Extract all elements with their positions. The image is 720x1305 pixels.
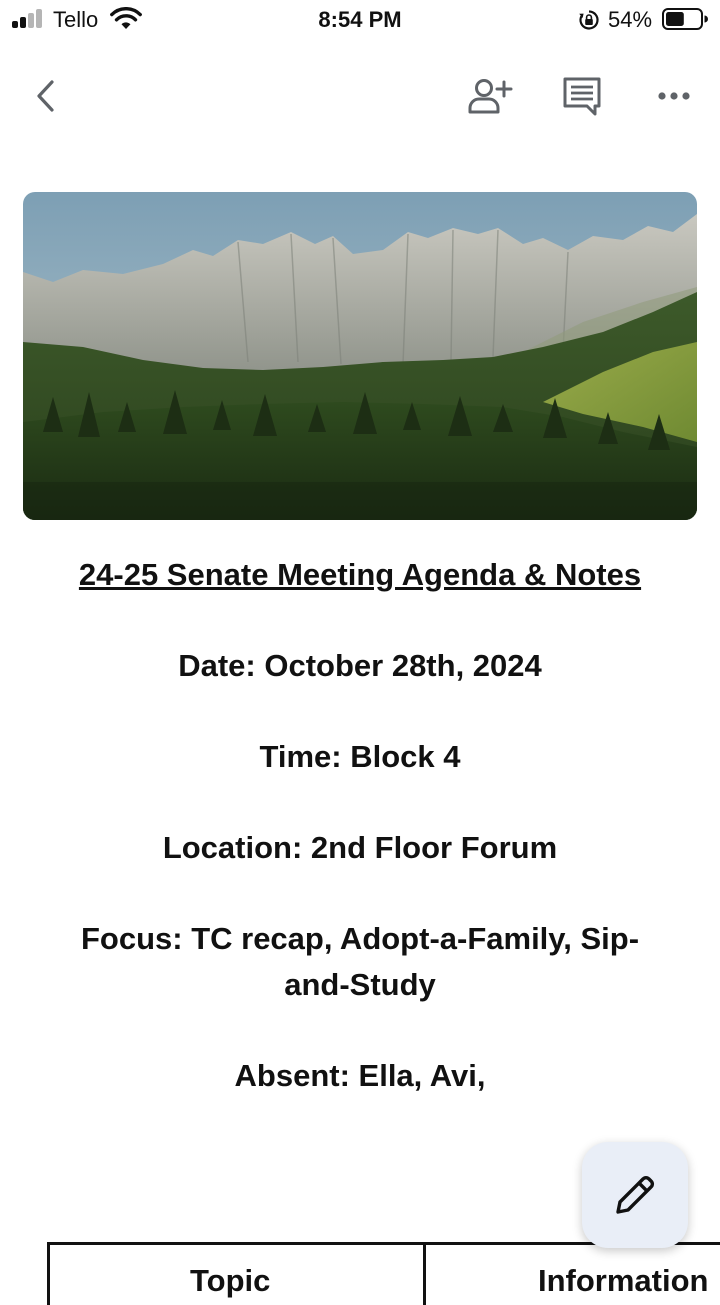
app-toolbar xyxy=(0,60,720,132)
rotation-lock-icon xyxy=(578,9,600,31)
time-line[interactable]: Time: Block 4 xyxy=(259,739,461,774)
back-chevron-icon xyxy=(33,78,59,114)
pencil-edit-icon xyxy=(612,1172,658,1218)
table-header-information[interactable]: Information xyxy=(538,1263,709,1298)
mountain-forest-photo xyxy=(23,192,697,520)
clock: 8:54 PM xyxy=(318,7,402,32)
comments-button[interactable] xyxy=(556,72,608,120)
carrier-name: Tello xyxy=(53,7,99,32)
more-icon xyxy=(657,91,691,101)
agenda-table xyxy=(47,1242,720,1305)
add-person-icon xyxy=(465,76,513,116)
focus-line[interactable]: Focus: TC recap, Adopt-a-Family, Sip-and-Study xyxy=(80,921,640,1002)
comments-icon xyxy=(561,75,603,117)
more-options-button[interactable] xyxy=(648,72,700,120)
battery-icon xyxy=(662,8,708,30)
table-header-topic[interactable]: Topic xyxy=(190,1263,271,1298)
back-button[interactable] xyxy=(20,72,72,120)
document-body xyxy=(0,552,720,1099)
header-image xyxy=(23,192,697,520)
status-bar xyxy=(0,0,720,40)
share-add-people-button[interactable] xyxy=(463,72,515,120)
battery-percentage: 54% xyxy=(608,7,653,32)
date-line[interactable]: Date: October 28th, 2024 xyxy=(178,648,542,683)
location-line[interactable]: Location: 2nd Floor Forum xyxy=(162,830,558,865)
absent-line[interactable]: Absent: Ella, Avi, xyxy=(234,1058,486,1093)
table-column-divider xyxy=(423,1245,426,1305)
document-title[interactable]: 24-25 Senate Meeting Agenda & Notes xyxy=(78,557,642,592)
edit-button[interactable] xyxy=(582,1142,688,1248)
